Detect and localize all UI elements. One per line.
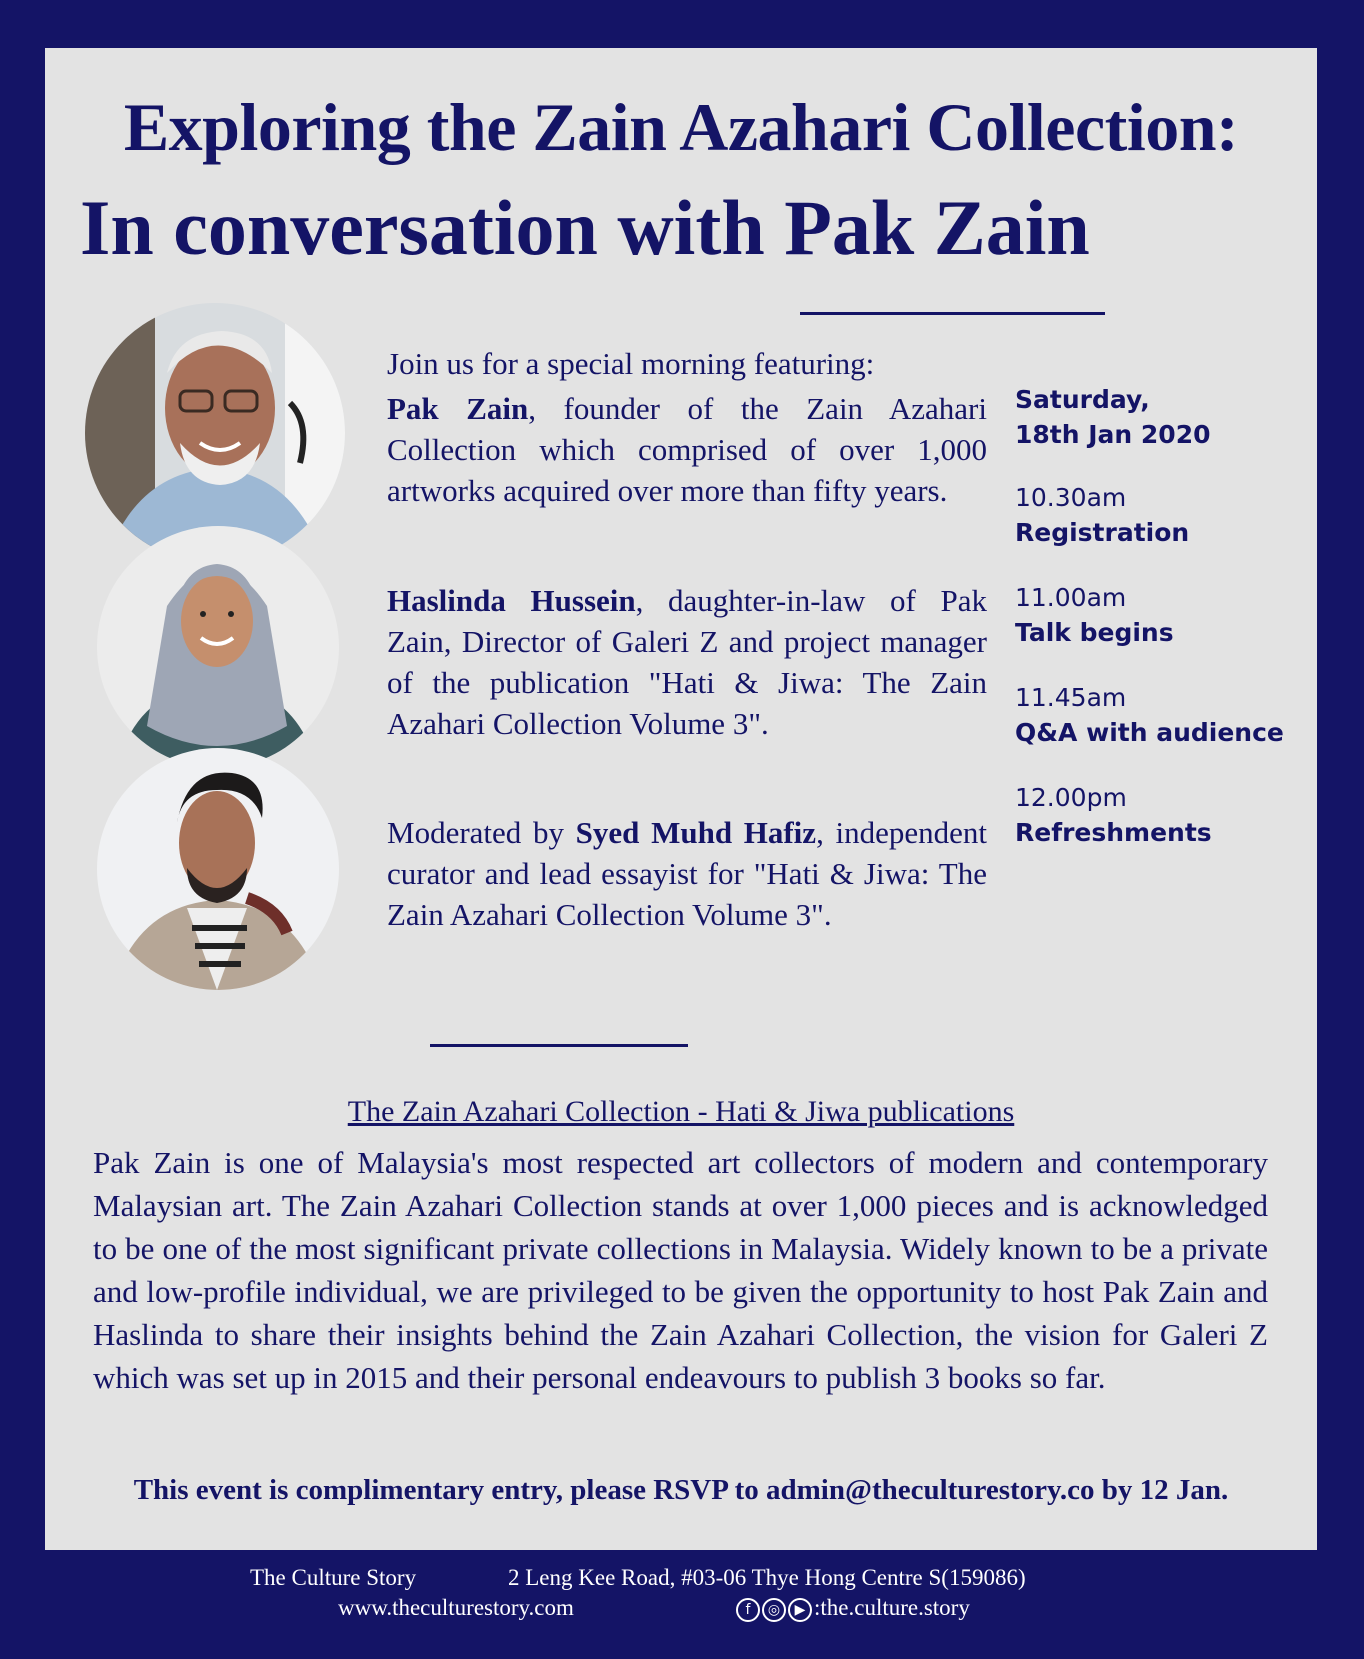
- speaker-bio-moderator: [387, 812, 987, 935]
- schedule-date: [1015, 382, 1211, 452]
- schedule-item: [1015, 780, 1212, 850]
- schedule-item: [1015, 580, 1174, 650]
- schedule-day: Saturday,: [1015, 385, 1150, 414]
- avatar-pak-zain: [85, 303, 345, 563]
- speaker-bio-pak-zain: [387, 388, 987, 511]
- schedule-time: 10.30am: [1015, 483, 1127, 512]
- publication-body: Pak Zain is one of Malaysia's most respected art collectors of modern and contemporary Malaysian art. The Zain Azahari Collection stands at over 1,000 pieces and is acknowledged to be one of the most significant private collections in Malaysia. Widely known to be a private and low-profile individual, we are privileged to be given the opportunity to host Pak Zain and Haslinda to share their insights behind the Zain Azahari Collection, the vision for Galeri Z which was set up in 2015 and their personal endeavours to publish 3 books so far.: [93, 1145, 1268, 1395]
- footer-address: 2 Leng Kee Road, #03-06 Thye Hong Centre S(159086): [508, 1565, 1026, 1590]
- instagram-icon[interactable]: ◎: [762, 1598, 786, 1622]
- schedule-label: Q&A with audience: [1015, 718, 1284, 747]
- youtube-icon[interactable]: ▶: [788, 1598, 812, 1622]
- social-handle: :the.culture.story: [814, 1595, 970, 1620]
- schedule-item: [1015, 680, 1284, 750]
- moderator-prefix: Moderated by: [387, 815, 576, 850]
- speaker-name: Haslinda Hussein: [387, 583, 636, 618]
- schedule-date-value: 18th Jan 2020: [1015, 420, 1211, 449]
- schedule-item: [1015, 480, 1189, 550]
- schedule-time: 11.00am: [1015, 583, 1127, 612]
- title-line-1: Exploring the Zain Azahari Collection:: [123, 89, 1239, 165]
- footer-social: [736, 1595, 970, 1622]
- footer-org: The Culture Story: [250, 1565, 417, 1590]
- event-poster: [45, 48, 1317, 1550]
- schedule-label: Talk begins: [1015, 618, 1174, 647]
- intro-text: Join us for a special morning featuring:: [387, 346, 875, 381]
- schedule-time: 11.45am: [1015, 683, 1127, 712]
- speaker-name: Syed Muhd Hafiz: [575, 815, 817, 850]
- divider-middle: [430, 1044, 688, 1047]
- footer-website[interactable]: www.theculturestory.com: [338, 1595, 574, 1620]
- speaker-bio-haslinda: [387, 580, 987, 744]
- avatar-syed-muhd-hafiz: [97, 748, 339, 990]
- speaker-name: Pak Zain: [387, 391, 529, 426]
- facebook-icon[interactable]: f: [736, 1598, 760, 1622]
- speaker-desc: , daughter-in-law of Pak Zain, Director of Galeri Z and project manager of the publication "Hati & Jiwa: The Zain Azahari Collection Volume 3".: [387, 583, 987, 741]
- title-line-2: In conversation with Pak Zain: [80, 184, 1090, 271]
- publication-heading: The Zain Azahari Collection - Hati & Jiwa publications: [347, 1095, 1015, 1128]
- rsvp-note: This event is complimentary entry, please RSVP to admin@theculturestory.co by 12 Jan.: [133, 1474, 1229, 1506]
- divider-top: [800, 312, 1105, 315]
- speaker-desc: , founder of the Zain Azahari Collection which comprised of over 1,000 artworks acquired over more than fifty years.: [387, 391, 987, 508]
- schedule-time: 12.00pm: [1015, 783, 1127, 812]
- avatar-haslinda-hussein: [97, 526, 339, 768]
- schedule-label: Refreshments: [1015, 818, 1212, 847]
- schedule-label: Registration: [1015, 518, 1190, 547]
- speaker-desc: , independent curator and lead essayist for "Hati & Jiwa: The Zain Azahari Collection Volume 3".: [387, 815, 988, 932]
